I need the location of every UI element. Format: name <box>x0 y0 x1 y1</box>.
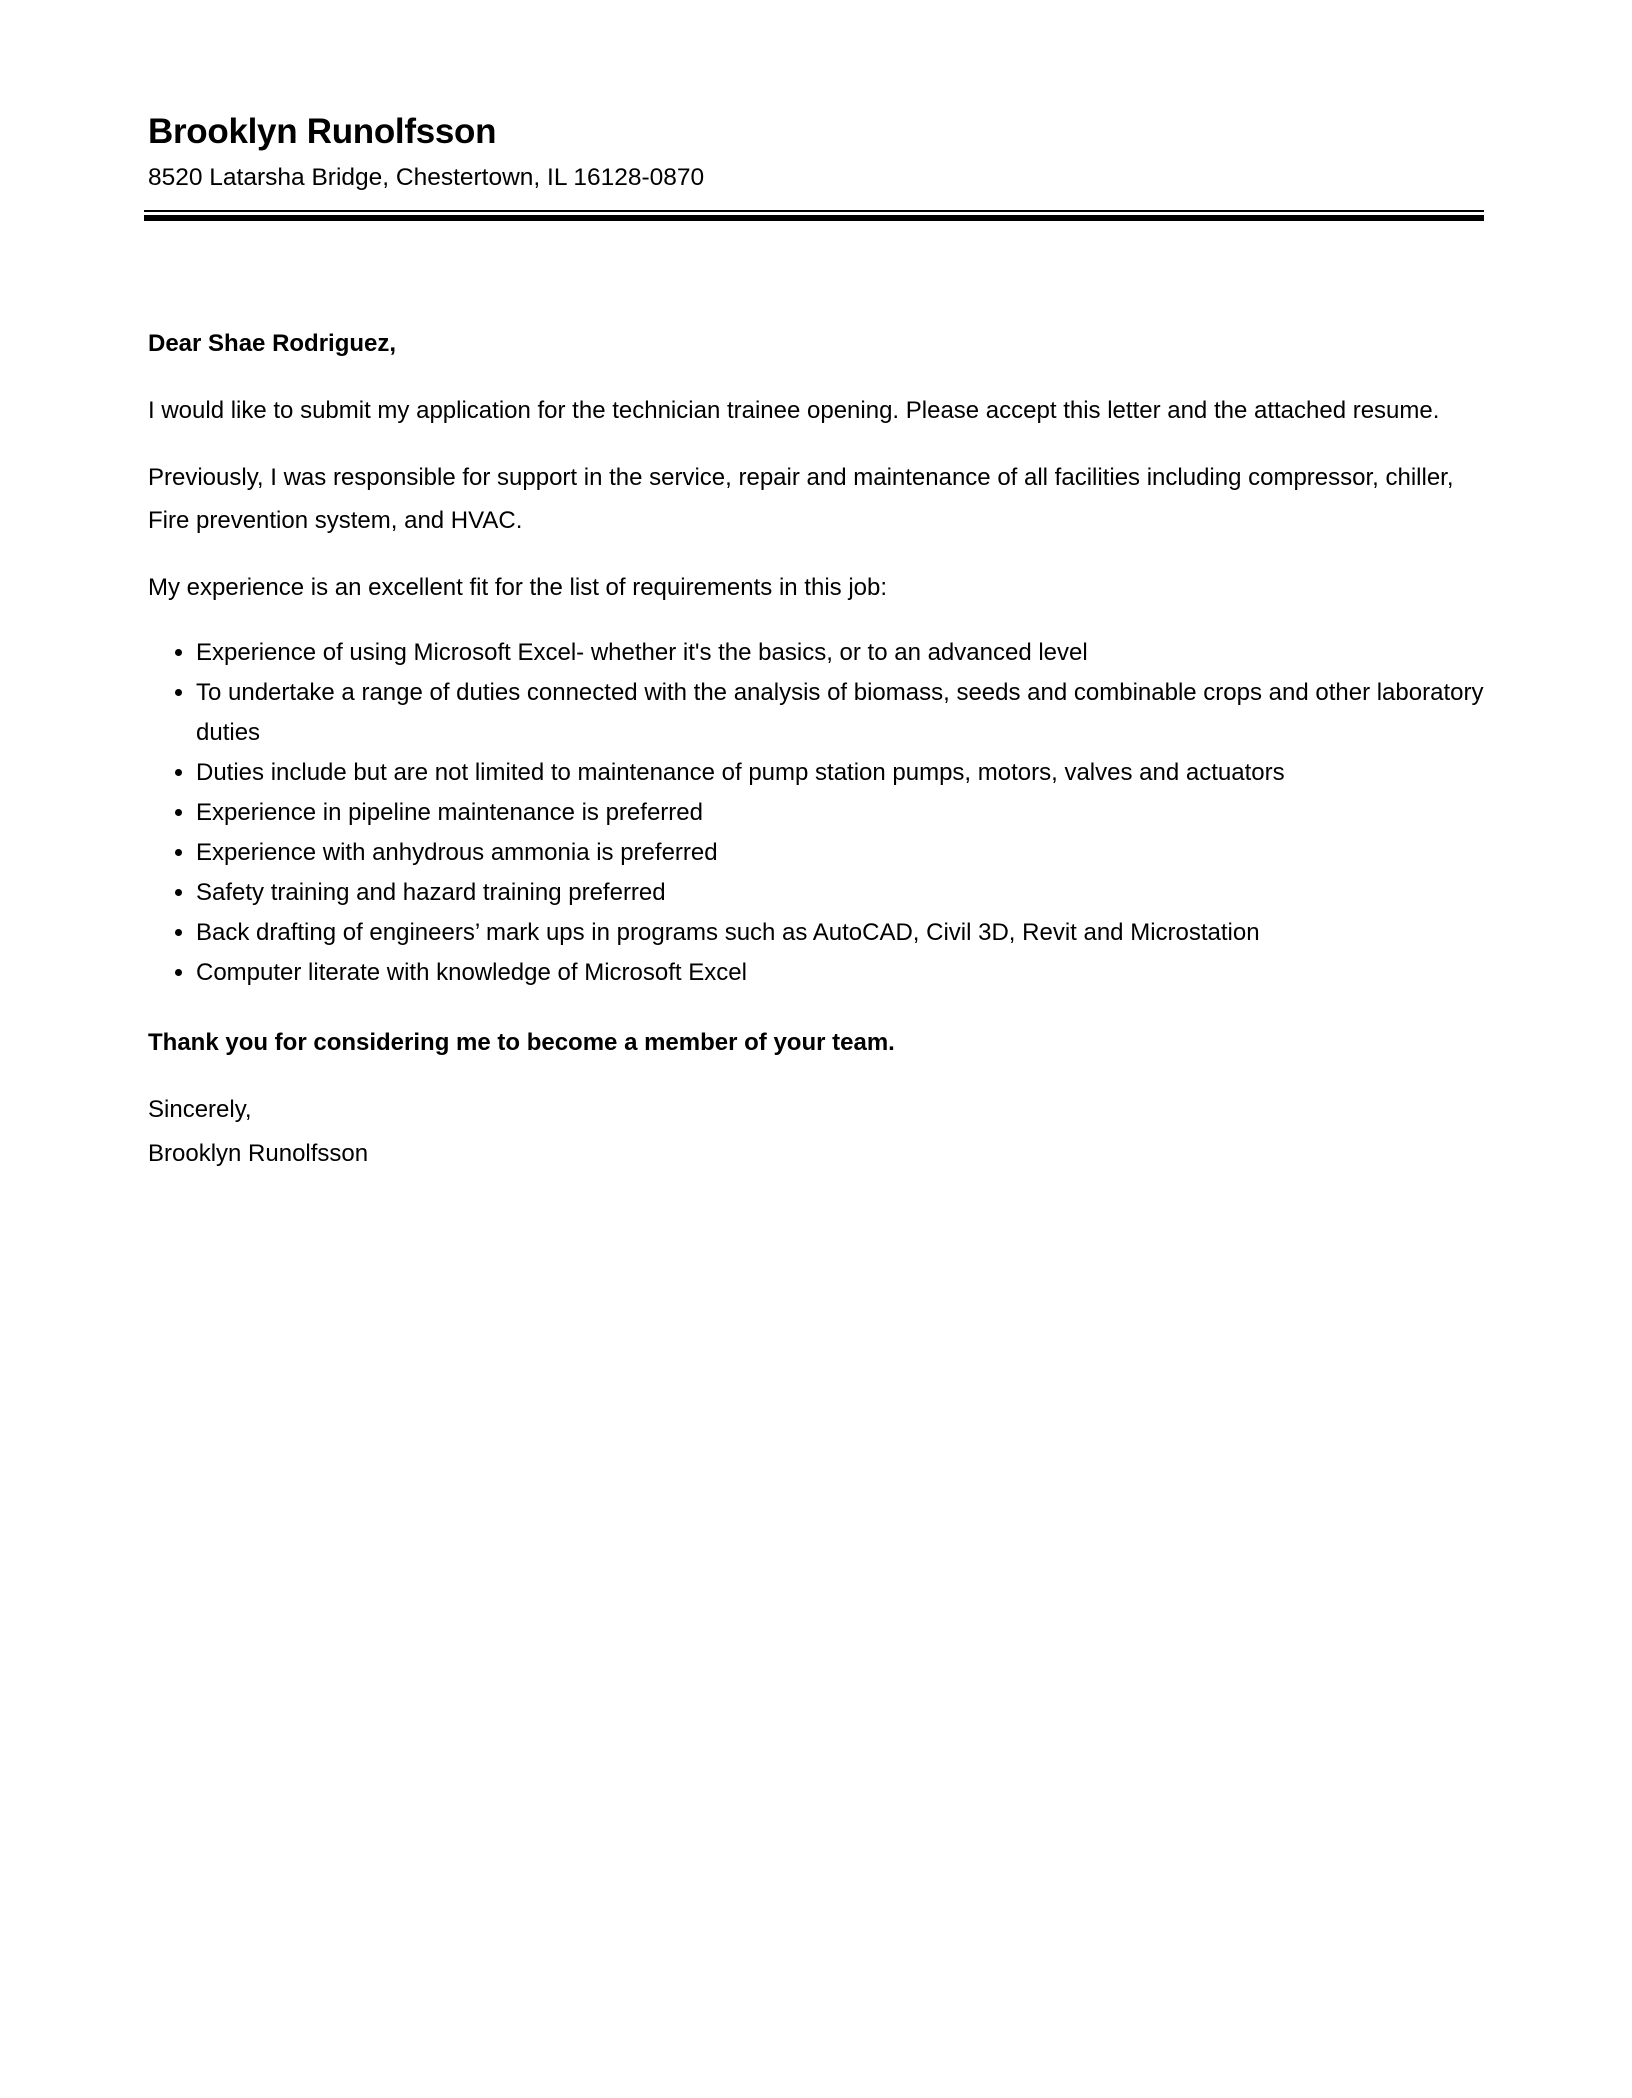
header-divider-thick <box>144 215 1484 221</box>
list-item: • To undertake a range of duties connected with the analysis of biomass, seeds and combinable crops and other laboratory duties <box>196 673 1484 753</box>
list-item: • Safety training and hazard training preferred <box>196 873 1484 913</box>
header-divider-thin <box>144 210 1484 212</box>
salutation: Dear Shae Rodriguez, <box>148 330 397 357</box>
list-item: • Experience in pipeline maintenance is preferred <box>196 793 1484 833</box>
closing-statement: Thank you for considering me to become a member of your team. <box>148 1029 895 1056</box>
list-item: • Duties include but are not limited to maintenance of pump station pumps, motors, valves and actuators <box>196 753 1484 793</box>
experience-paragraph: Previously, I was responsible for support in the service, repair and maintenance of all facilities including compressor, chiller, Fire prevention system, and HVAC. <box>148 464 1454 534</box>
list-item: • Computer literate with knowledge of Microsoft Excel <box>196 953 1484 993</box>
list-item: • Experience with anhydrous ammonia is preferred <box>196 833 1484 873</box>
intro-paragraph: I would like to submit my application for the technician trainee opening. Please accept this letter and the attached resume. <box>148 397 1440 424</box>
list-item: • Experience of using Microsoft Excel- whether it's the basics, or to an advanced level <box>196 633 1484 673</box>
requirements-intro: My experience is an excellent fit for the list of requirements in this job: <box>148 574 888 601</box>
requirements-list <box>148 633 1484 993</box>
valediction: Sincerely, <box>148 1096 252 1123</box>
signature: Brooklyn Runolfsson <box>148 1140 369 1167</box>
applicant-name: Brooklyn Runolfsson <box>148 112 497 151</box>
letter-body <box>148 322 1484 1176</box>
applicant-address: 8520 Latarsha Bridge, Chestertown, IL 16128-0870 <box>148 164 705 191</box>
list-item: • Back drafting of engineers’ mark ups in programs such as AutoCAD, Civil 3D, Revit and Microstation <box>196 913 1484 953</box>
